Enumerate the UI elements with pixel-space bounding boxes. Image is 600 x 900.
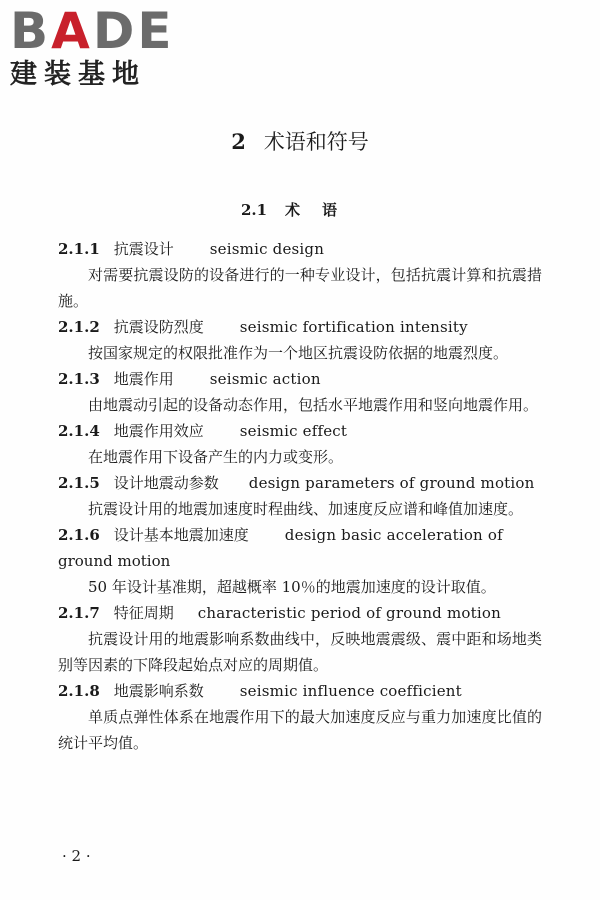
term-chinese: 抗震设防烈度 (113, 318, 204, 336)
term-heading (58, 470, 542, 496)
term-english: seismic design (209, 240, 325, 258)
term-heading (58, 314, 542, 340)
term-number: 2.1.1 (58, 240, 100, 258)
term-heading (58, 418, 542, 444)
term-definition: 在地震作用下设备产生的内力或变形。 (88, 448, 344, 466)
section-title (0, 199, 600, 221)
term-number: 2.1.7 (58, 604, 100, 622)
term-definition: 对需要抗震设防的设备进行的一种专业设计，包括抗震计算和抗震措施。 (58, 266, 542, 310)
term-english: design parameters of ground motion (248, 474, 535, 492)
term-english: seismic effect (239, 422, 348, 440)
term-chinese: 设计基本地震加速度 (113, 526, 249, 544)
term-number: 2.1.2 (58, 318, 100, 336)
term-heading (58, 366, 542, 392)
term-english: seismic influence coefficient (239, 682, 462, 700)
chapter-title (0, 128, 600, 156)
term-english-continued: ground motion (58, 552, 171, 570)
term-number: 2.1.6 (58, 526, 100, 544)
term-heading (58, 522, 542, 548)
term-heading (58, 236, 542, 262)
term-chinese: 地震影响系数 (113, 682, 204, 700)
term-definition: 由地震动引起的设备动态作用，包括水平地震作用和竖向地震作用。 (88, 396, 539, 414)
bade-logo (10, 2, 175, 90)
term-number: 2.1.4 (58, 422, 100, 440)
section-title-text: 术语 (285, 201, 360, 219)
logo-wordmark (10, 2, 175, 60)
logo-letter-a: A (51, 2, 93, 60)
term-english: characteristic period of ground motion (197, 604, 501, 622)
chapter-title-text: 术语和符号 (263, 130, 369, 154)
term-heading (58, 678, 542, 704)
term-definition: 50 年设计基准期，超越概率 10％的地震加速度的设计取值。 (88, 578, 496, 596)
term-list (58, 236, 542, 756)
term-definition: 抗震设计用的地震加速度时程曲线、加速度反应谱和峰值加速度。 (88, 500, 524, 518)
term-chinese: 地震作用 (113, 370, 174, 388)
term-chinese: 抗震设计 (113, 240, 174, 258)
term-chinese: 地震作用效应 (113, 422, 204, 440)
term-chinese: 特征周期 (113, 604, 174, 622)
term-definition: 单质点弹性体系在地震作用下的最大加速度反应与重力加速度比值的统计平均值。 (58, 708, 542, 752)
term-chinese: 设计地震动参数 (113, 474, 219, 492)
logo-letter-b: B (10, 2, 52, 60)
section-number: 2.1 (240, 201, 268, 219)
logo-subtitle: 建装基地 (10, 59, 146, 90)
term-definition: 抗震设计用的地震影响系数曲线中，反映地震震级、震中距和场地类别等因素的下降段起始点对应的周期值。 (58, 630, 542, 674)
logo-letters-de: DE (92, 2, 175, 60)
term-heading (58, 600, 542, 626)
term-definition: 按国家规定的权限批准作为一个地区抗震设防依据的地震烈度。 (88, 344, 509, 362)
term-number: 2.1.3 (58, 370, 100, 388)
term-number: 2.1.8 (58, 682, 100, 700)
chapter-number: 2 (231, 129, 246, 154)
term-english: design basic acceleration of (284, 526, 503, 544)
term-english: seismic action (209, 370, 321, 388)
page-number: · 2 · (62, 847, 91, 865)
term-english: seismic fortification intensity (239, 318, 468, 336)
term-number: 2.1.5 (58, 474, 100, 492)
